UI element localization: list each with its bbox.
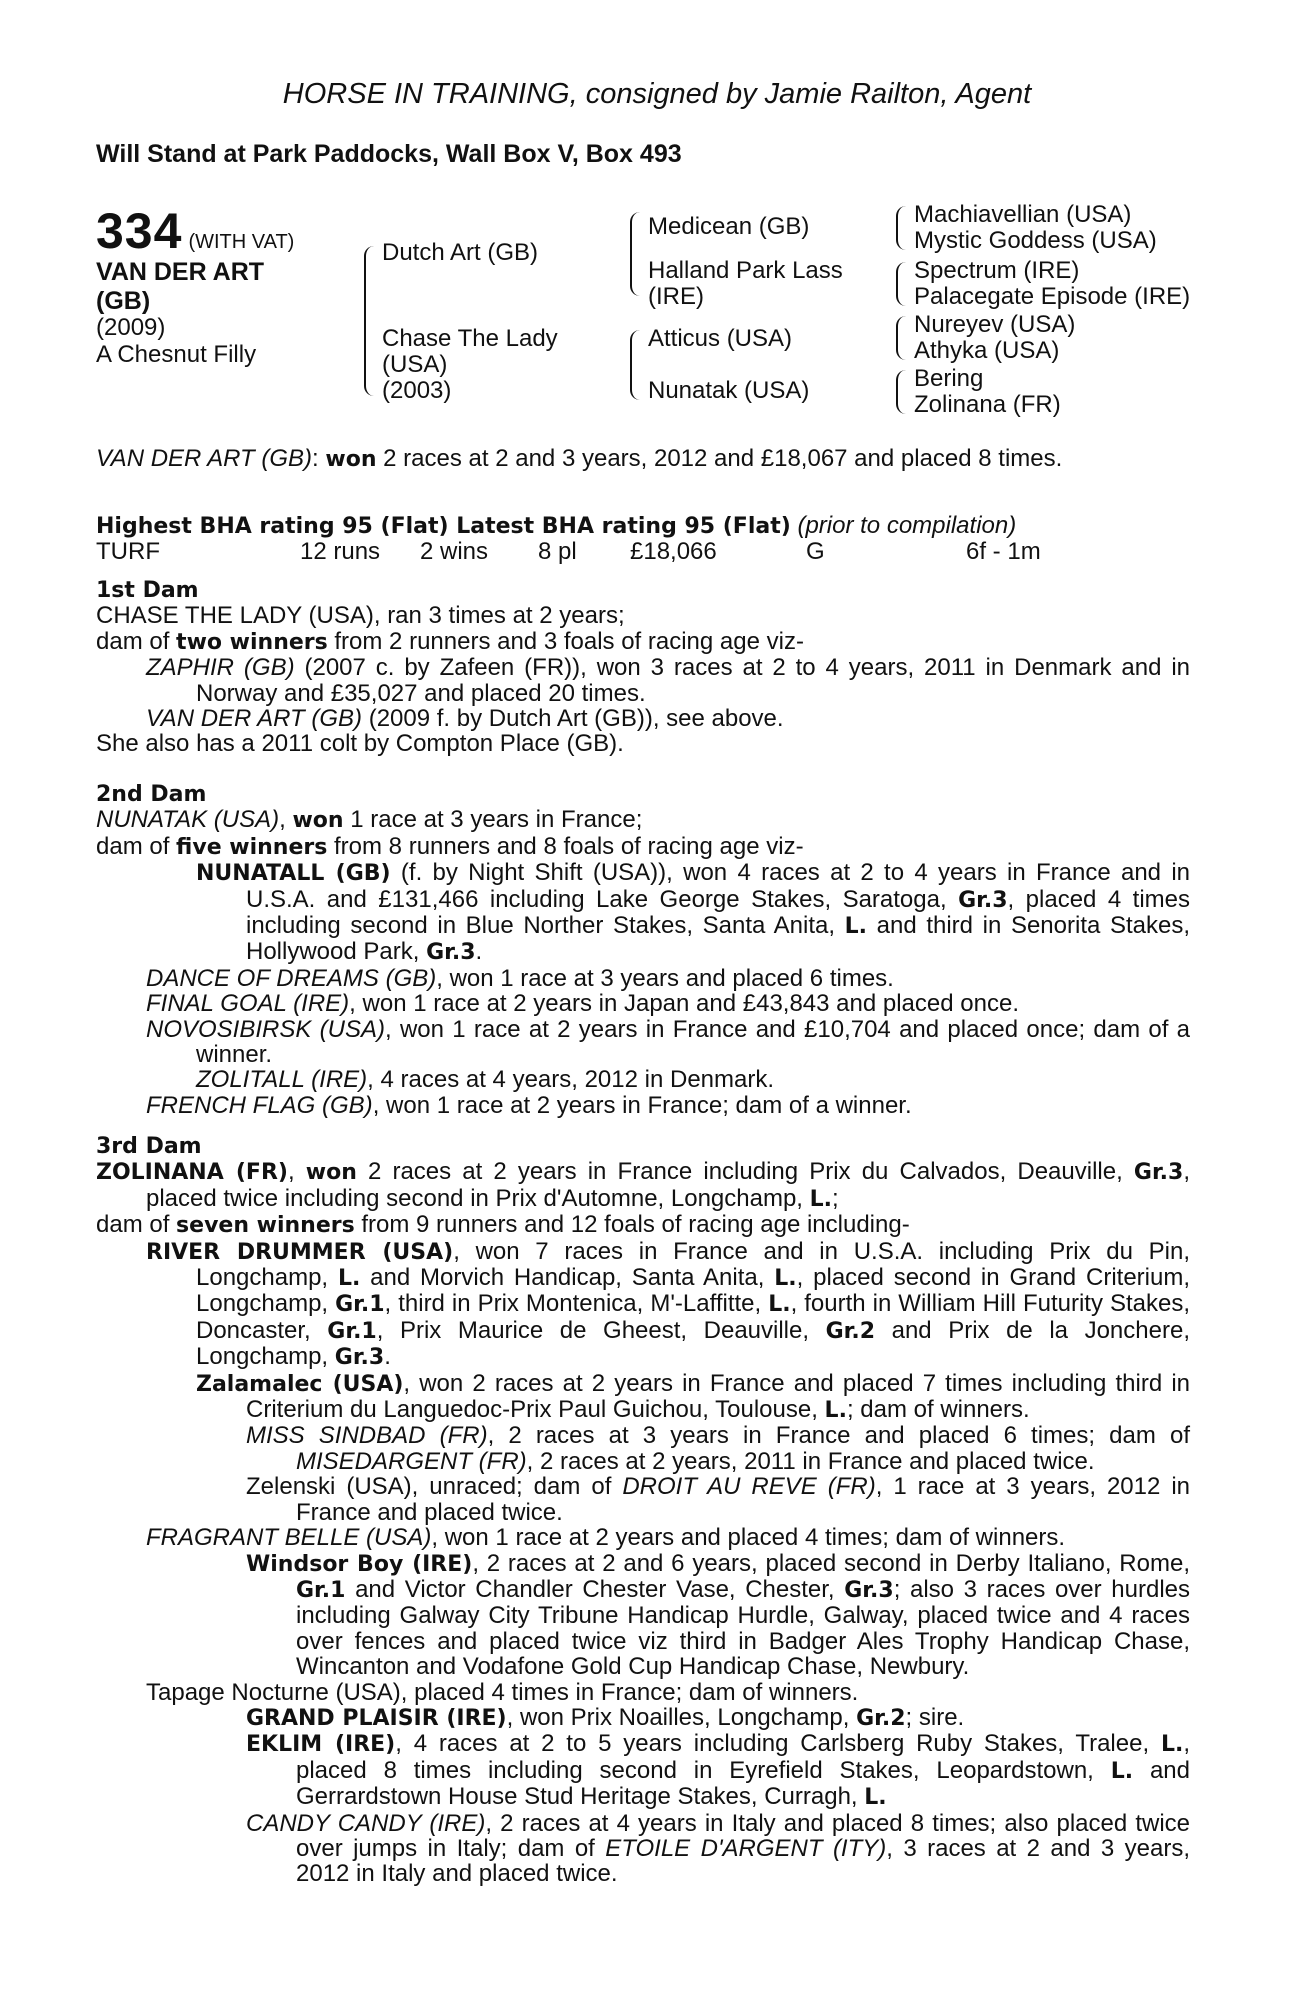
text: , won 1 race at 2 years in Japan and £43,843 and placed once. — [349, 990, 1019, 1018]
grade: L. — [1110, 1758, 1134, 1784]
offspring-dance-of-dreams — [96, 966, 1190, 991]
text: , won Prix Noailles, Longchamp, — [506, 1703, 857, 1731]
text: , won 1 race at 2 years in France and £10,704 and placed once; dam of a winner. — [196, 1015, 1191, 1069]
grade: L. — [809, 1186, 833, 1212]
second-dam-line2 — [96, 834, 1190, 860]
horse-name: FRAGRANT BELLE (USA) — [146, 1524, 432, 1552]
grade: Gr.3 — [958, 887, 1008, 913]
horse-name-line2: (GB) — [96, 287, 151, 315]
granddam-4: Zolinana (FR) — [914, 391, 1061, 418]
horse-name: DANCE OF DREAMS (GB) — [146, 964, 437, 992]
second-dam-section — [96, 782, 1190, 1118]
text: , won 7 races in France and in U.S.A. including Prix du Pin, Longchamp, — [196, 1237, 1190, 1292]
first-dam-line1: CHASE THE LADY (USA), ran 3 times at 2 years; — [96, 602, 625, 630]
offspring-grand-plaisir — [96, 1705, 1190, 1731]
text: and third in Senorita Stakes, Hollywood Park, — [246, 912, 1190, 966]
pedigree-brace-sire — [630, 212, 644, 296]
grade: L. — [337, 1266, 361, 1292]
text: ; sire. — [905, 1703, 965, 1731]
text: , 3 races at 2 and 3 years, 2012 in Italy and placed twice. — [296, 1834, 1190, 1888]
offspring-eklim — [96, 1731, 1190, 1810]
text: ; also 3 races over hurdles including Galway City Tribune Handicap Hurdle, Galway, placed twice and 4 races over fences and placed twice viz third in Badger Ales Trophy Handicap Chase, Wincanton and Vodafone Gold Cup Handicap Chase, Newbury. — [296, 1575, 1190, 1681]
text: from 9 runners and 12 foals of racing age including- — [354, 1211, 910, 1239]
text: , won 1 race at 3 years and placed 6 times. — [436, 964, 894, 992]
text: and Gerrardstown House Stud Heritage Stakes, Curragh, — [296, 1756, 1190, 1811]
horse-name-line1: VAN DER ART — [96, 258, 265, 286]
turf-distance: 6f - 1m — [966, 538, 1041, 565]
text: , placed second in Grand Criterium, Longchamp, — [196, 1264, 1190, 1318]
turf-placed: 8 pl — [538, 538, 577, 565]
text: , won 1 race at 2 years in France; dam of a winner. — [372, 1091, 912, 1119]
horse-name: ZAPHIR (GB) — [146, 654, 295, 682]
horse-name: RIVER DRUMMER (USA) — [146, 1239, 454, 1265]
summary-won: won — [325, 447, 377, 472]
text: , won 2 races at 2 years in France and placed 7 times including third in Criterium du Languedoc-Prix Paul Guichou, Toulouse, — [246, 1369, 1190, 1424]
text: , — [279, 806, 293, 834]
grade: Gr.3 — [426, 940, 476, 966]
offspring-van-der-art — [96, 706, 1190, 731]
turf-earnings: £18,066 — [630, 538, 717, 565]
text: , third in Prix Montenica, M'-Laffitte, — [384, 1290, 769, 1318]
pedigree-brace-g2 — [896, 262, 910, 306]
first-dam-section — [96, 578, 1190, 757]
grandsire-4: Bering — [914, 365, 984, 392]
text: (2009 f. by Dutch Art (GB)), see above. — [362, 705, 784, 733]
turf-going: G — [806, 538, 825, 565]
horse-name: GRAND PLAISIR (IRE) — [246, 1705, 507, 1731]
dam-line3: (2003) — [382, 377, 452, 404]
horse-name: NUNATALL (GB) — [196, 861, 391, 887]
turf-record — [96, 538, 1196, 566]
rating-note: (prior to compilation) — [797, 512, 1017, 539]
horse-name: FINAL GOAL (IRE) — [146, 990, 350, 1018]
text: (2007 c. by Zafeen (FR)), won 3 races at 2 to 4 years, 2011 in Denmark and in Norway and £35,027 and placed 20 times. — [196, 654, 1191, 707]
granddam-1: Mystic Goddess (USA) — [914, 227, 1157, 254]
text: dam of — [96, 627, 177, 655]
grade: L. — [1160, 1732, 1184, 1758]
grade: Gr.2 — [856, 1705, 906, 1731]
text: from 8 runners and 8 foals of racing age viz- — [327, 832, 804, 860]
grandsire-3: Nureyev (USA) — [914, 311, 1076, 338]
lot-number: 334 — [96, 203, 183, 259]
horse-name: Windsor Boy (IRE) — [246, 1551, 473, 1577]
grade: L. — [774, 1266, 797, 1292]
horse-name: EKLIM (IRE) — [246, 1732, 396, 1758]
sire: Dutch Art (GB) — [382, 239, 539, 266]
horse-name: FRENCH FLAG (GB) — [146, 1091, 373, 1119]
text: , 2 races at 4 years in Italy and placed 8 times; also placed twice over jumps in Italy; dam of — [296, 1809, 1191, 1862]
third-dam-heading: 3rd Dam — [96, 1134, 202, 1159]
dam-line2: (USA) — [382, 351, 448, 378]
offspring-french-flag — [96, 1093, 1190, 1118]
dam-line1: Chase The Lady — [382, 325, 558, 352]
text: , 4 races at 2 to 5 years including Carlsberg Ruby Stakes, Tralee, — [395, 1730, 1161, 1758]
horse-name — [96, 258, 336, 316]
summary-colon: : — [312, 445, 319, 472]
horse-name: MISS SINDBAD (FR) — [246, 1422, 488, 1450]
text: , fourth in William Hill Futurity Stakes, Doncaster, — [196, 1290, 1191, 1344]
text: dam of — [96, 832, 177, 860]
dam-dam: Nunatak (USA) — [648, 377, 810, 404]
grade: Gr.3 — [844, 1577, 894, 1603]
lot-number-block — [96, 202, 294, 260]
sire-dam-line2: (IRE) — [648, 283, 704, 310]
horse-name: MISEDARGENT (FR) — [296, 1447, 527, 1475]
pedigree-brace-g3 — [896, 316, 910, 360]
horse-name: Zalamalec (USA) — [196, 1371, 404, 1397]
grade: L. — [864, 1785, 887, 1811]
offspring-final-goal — [96, 991, 1190, 1016]
second-dam-line1 — [96, 807, 1190, 833]
text: from 2 runners and 3 foals of racing age viz- — [327, 627, 804, 655]
race-summary — [96, 446, 1190, 472]
third-dam-line2 — [96, 1212, 1190, 1238]
first-dam-line3: She also has a 2011 colt by Compton Place (GB). — [96, 730, 624, 758]
offspring-zalamalec — [96, 1371, 1190, 1424]
offspring-zelenski — [96, 1474, 1190, 1525]
winners-count: five winners — [176, 834, 328, 860]
dam — [382, 326, 558, 404]
offspring-novosibirsk — [96, 1017, 1190, 1068]
offspring-windsor-boy — [96, 1551, 1190, 1680]
offspring-fragrant-belle — [96, 1525, 1190, 1550]
pedigree-brace-g1 — [896, 206, 910, 250]
granddam-2: Palacegate Episode (IRE) — [914, 283, 1191, 310]
text: 1 race at 3 years in France; — [343, 806, 643, 834]
text: dam of — [96, 1211, 177, 1239]
text: and Morvich Handicap, Santa Anita, — [360, 1264, 775, 1292]
pedigree-brace-parents — [364, 246, 378, 396]
summary-text: 2 races at 2 and 3 years, 2012 and £18,067 and placed 8 times. — [376, 445, 1063, 472]
stand-location: Will Stand at Park Paddocks, Wall Box V, Box 493 — [96, 140, 682, 168]
horse-name: NOVOSIBIRSK (USA) — [146, 1015, 385, 1043]
text: and Prix de la Jonchere, Longchamp, — [196, 1316, 1190, 1371]
horse-name: ZOLITALL (IRE) — [196, 1066, 368, 1094]
text: ; dam of winners. — [846, 1396, 1030, 1424]
won: won — [305, 1160, 357, 1186]
pedigree-brace-g4 — [896, 370, 910, 414]
bha-rating — [96, 512, 1016, 540]
text: , placed 8 times including second in Eyrefield Stakes, Leopardstown, — [296, 1730, 1190, 1784]
text: , Prix Maurice de Gheest, Deauville, — [376, 1316, 826, 1344]
horse-name: CANDY CANDY (IRE) — [246, 1809, 486, 1837]
grade: Gr.3 — [334, 1345, 385, 1371]
sire-dam-line1: Halland Park Lass — [648, 257, 843, 284]
text: , — [287, 1158, 306, 1186]
turf-wins: 2 wins — [420, 538, 489, 565]
horse-name: VAN DER ART (GB) — [146, 705, 363, 733]
first-dam-heading: 1st Dam — [96, 578, 199, 603]
grade: L. — [844, 914, 868, 940]
grade: L. — [824, 1398, 847, 1424]
text: and Victor Chandler Chester Vase, Chester, — [345, 1575, 845, 1603]
text: , 2 races at 3 years in France and placed 6 times; dam of — [487, 1422, 1190, 1450]
granddam-3: Athyka (USA) — [914, 337, 1060, 364]
text: , 2 races at 2 and 6 years, placed second in Derby Italiano, Rome, — [472, 1549, 1190, 1577]
grade: Gr.1 — [327, 1318, 377, 1344]
dam-sire: Atticus (USA) — [648, 325, 793, 352]
grade: L. — [768, 1292, 791, 1318]
offspring-nunatall — [96, 860, 1190, 966]
grade: Gr.1 — [296, 1577, 346, 1603]
horse-name: ETOILE D'ARGENT (ITY) — [605, 1834, 887, 1862]
turf-runs: 12 runs — [300, 538, 381, 565]
text: , 1 race at 3 years, 2012 in France and placed twice. — [296, 1473, 1191, 1526]
turf-surface: TURF — [96, 538, 160, 565]
grade: Gr.3 — [1133, 1160, 1184, 1186]
grade: Gr.2 — [825, 1318, 876, 1344]
sire-sire: Medicean (GB) — [648, 213, 810, 240]
offspring-candy-candy — [96, 1811, 1190, 1887]
text: , won 1 race at 2 years and placed 4 times; dam of winners. — [431, 1524, 1066, 1552]
text: , placed twice including second in Prix d'Automne, Longchamp, — [146, 1158, 1190, 1212]
text: . — [475, 938, 483, 966]
horse-description: A Chesnut Filly — [96, 341, 257, 368]
second-dam-heading: 2nd Dam — [96, 782, 207, 807]
grandsire-2: Spectrum (IRE) — [914, 257, 1080, 284]
grandsire-1: Machiavellian (USA) — [914, 201, 1132, 228]
grade: Gr.1 — [335, 1292, 385, 1318]
won: won — [292, 808, 344, 834]
foaling-year: (2009) — [96, 314, 166, 341]
offspring-zaphir — [96, 655, 1190, 706]
pedigree-brace-dam — [630, 330, 644, 400]
third-dam-section — [96, 1134, 1190, 1887]
first-dam-line2 — [96, 629, 1190, 655]
offspring-tapage-nocturne: Tapage Nocturne (USA), placed 4 times in France; dam of winners. — [146, 1678, 859, 1706]
winners-count: seven winners — [176, 1213, 355, 1239]
winners-count: two winners — [176, 629, 328, 655]
text: , 4 races at 4 years, 2012 in Denmark. — [367, 1066, 775, 1094]
rating-values: Highest BHA rating 95 (Flat) Latest BHA rating 95 (Flat) — [96, 514, 791, 539]
offspring-miss-sindbad — [96, 1423, 1190, 1474]
text: ; — [832, 1184, 839, 1212]
text: Zelenski (USA), unraced; dam of — [246, 1473, 623, 1501]
page-title: HORSE IN TRAINING, consigned by Jamie Railton, Agent — [282, 78, 1032, 110]
third-dam-line1 — [96, 1159, 1190, 1212]
sire-dam — [648, 258, 843, 310]
horse-name: ZOLINANA (FR) — [96, 1160, 288, 1186]
text: , placed 4 times including second in Blue Norther Stakes, Santa Anita, — [246, 885, 1190, 940]
text: , 2 races at 2 years, 2011 in France and placed twice. — [526, 1447, 1095, 1475]
text: 2 races at 2 years in France including Prix du Calvados, Deauville, — [356, 1158, 1134, 1186]
offspring-zolitall — [96, 1067, 1190, 1092]
text: . — [384, 1343, 391, 1371]
horse-name: NUNATAK (USA) — [96, 806, 280, 834]
vat-note: (WITH VAT) — [188, 231, 295, 253]
summary-horse-name: VAN DER ART (GB) — [96, 445, 313, 472]
horse-name: DROIT AU REVE (FR) — [622, 1473, 876, 1501]
offspring-river-drummer — [96, 1239, 1190, 1371]
horse-details — [96, 314, 256, 368]
text: (f. by Night Shift (USA)), won 4 races at 2 to 4 years in France and in U.S.A. and £131,466 including Lake George Stakes, Saratoga, — [246, 859, 1191, 913]
